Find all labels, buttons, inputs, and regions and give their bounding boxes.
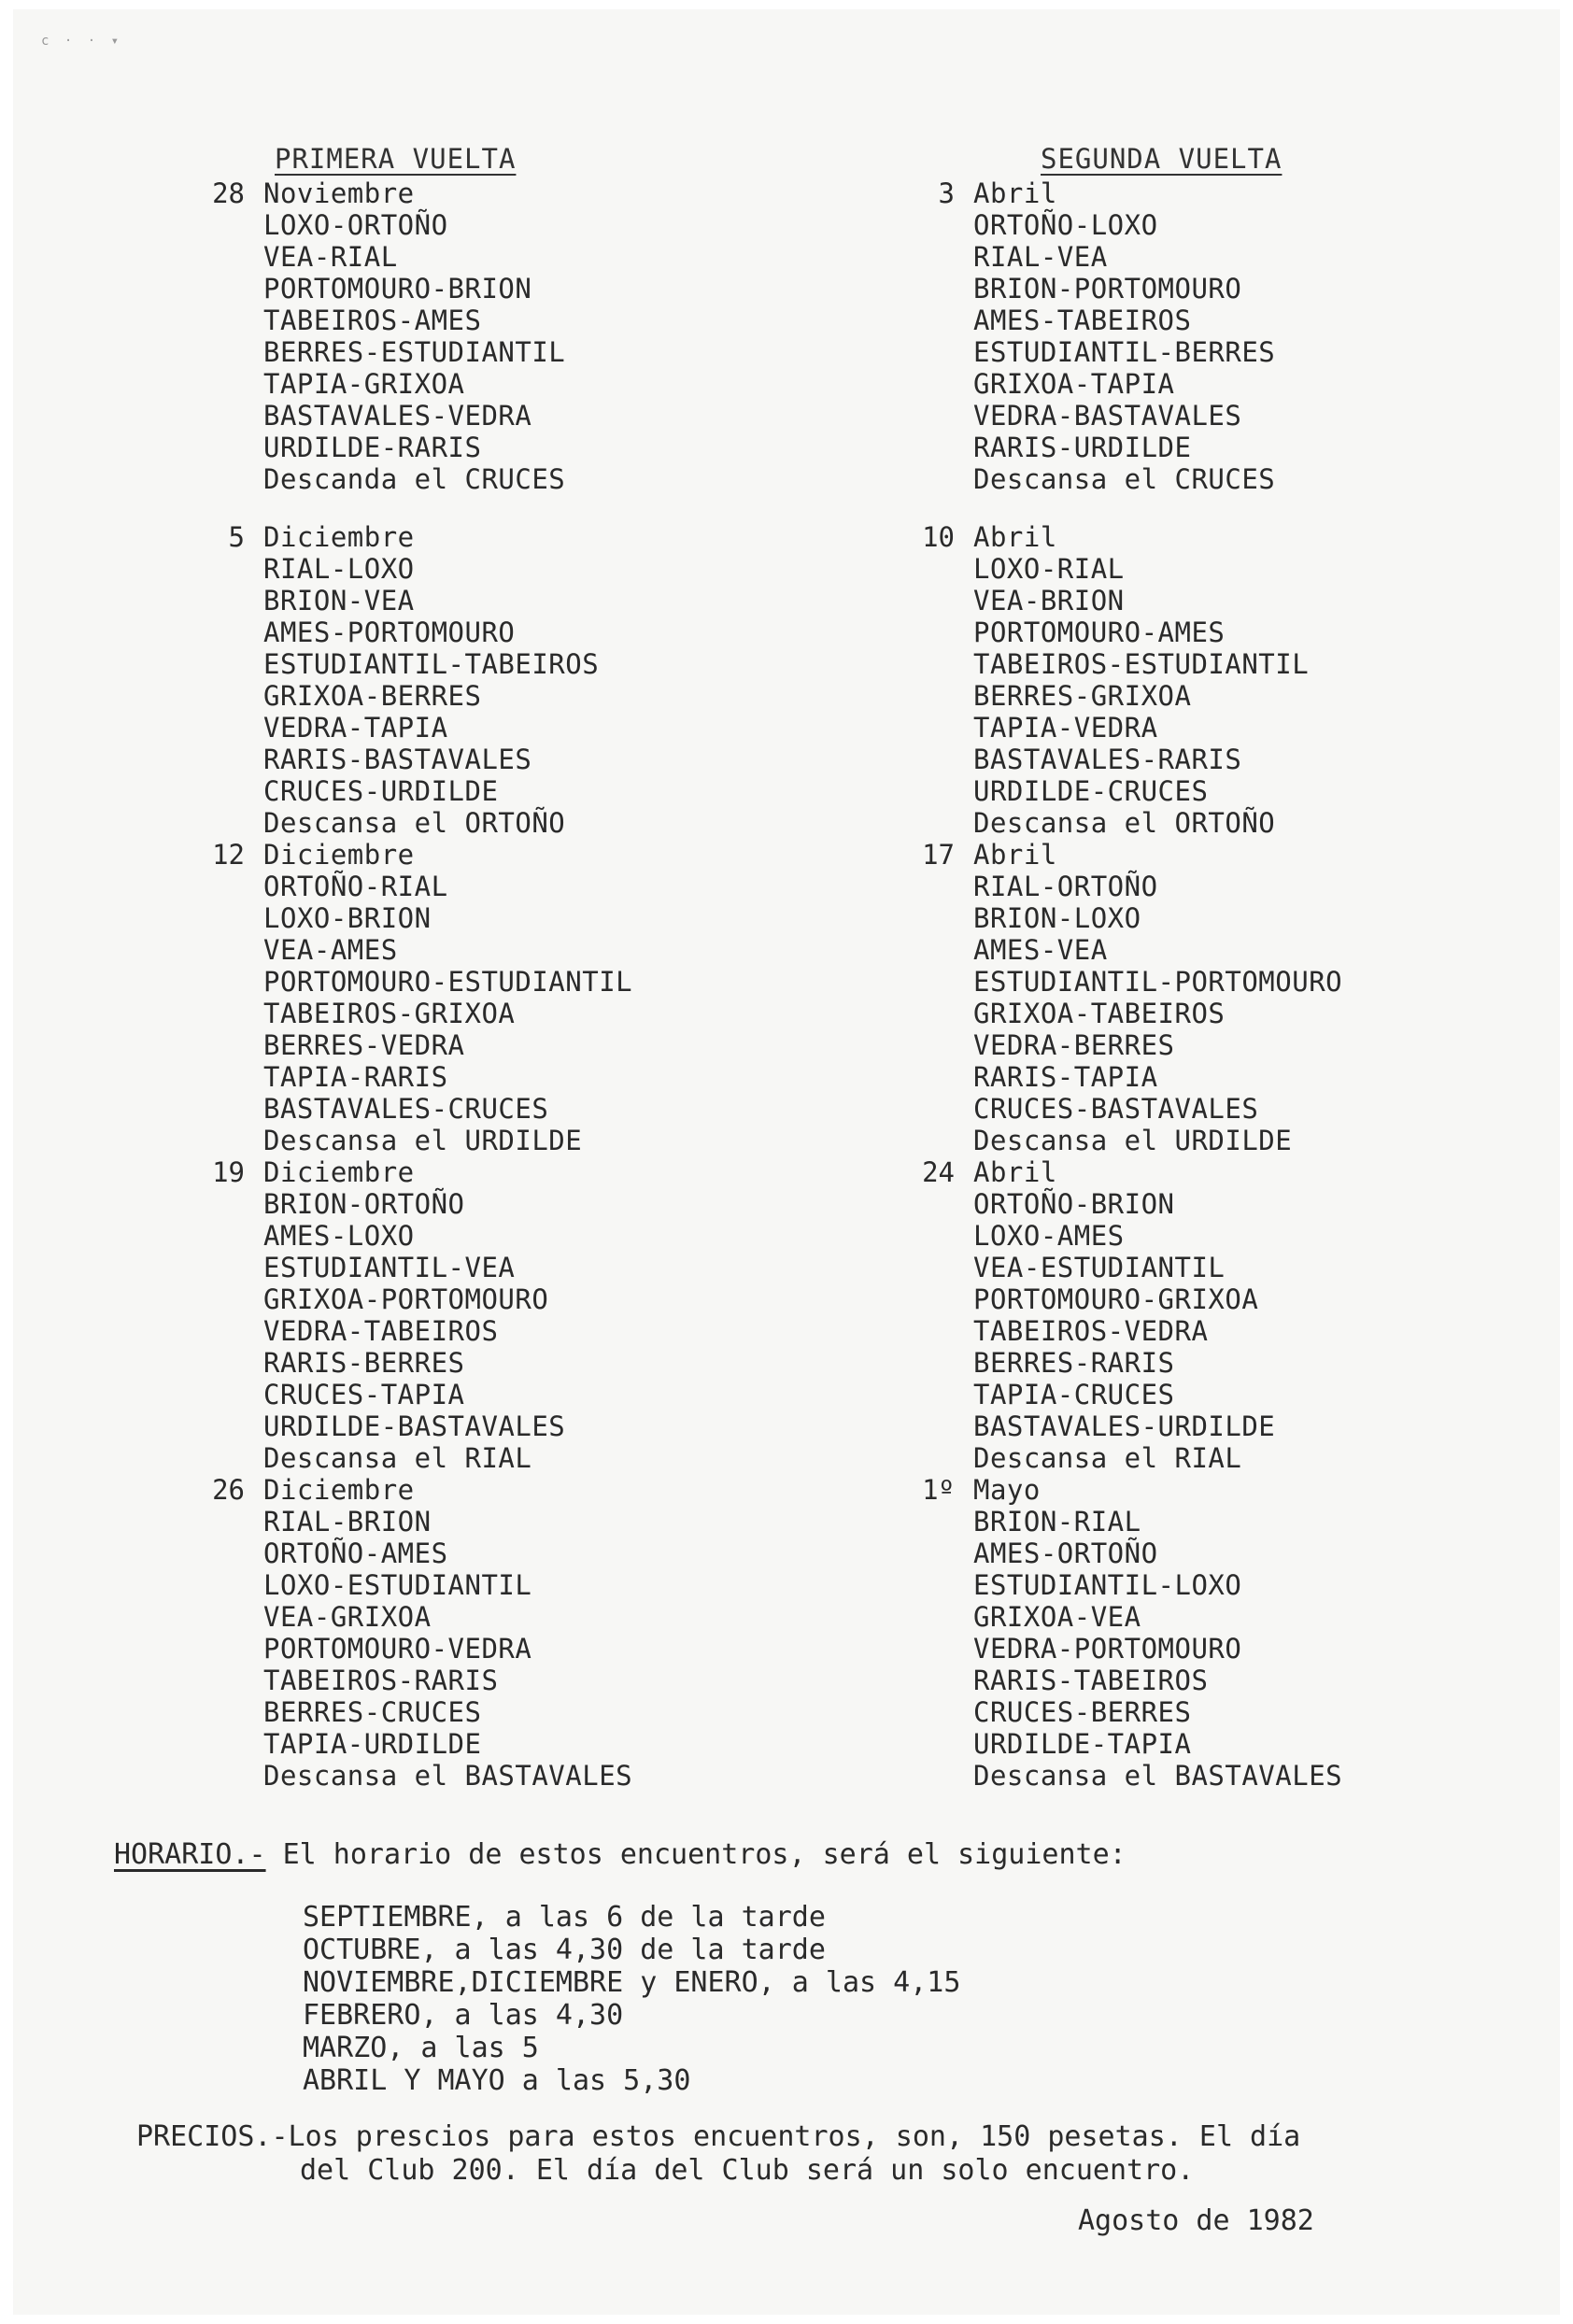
match-line: BRION-LOXO — [973, 902, 1141, 934]
match-line: ORTOÑO-BRION — [973, 1188, 1175, 1220]
round-lines — [973, 839, 1573, 1156]
match-line: PORTOMOURO-BRION — [263, 273, 532, 305]
horario-section — [114, 1838, 1127, 1872]
round-day: 1º — [922, 1474, 955, 1506]
match-line: RARIS-URDILDE — [973, 432, 1192, 463]
match-line: RARIS-TAPIA — [973, 1061, 1158, 1093]
match-line: ORTOÑO-RIAL — [263, 871, 448, 902]
match-line: BASTAVALES-RARIS — [973, 744, 1242, 775]
rest-line: Descansa el URDILDE — [973, 1125, 1293, 1156]
corner-mark: c · · ▾ — [41, 34, 123, 49]
match-line: TABEIROS-RARIS — [263, 1665, 499, 1696]
match-line: AMES-TABEIROS — [973, 305, 1192, 336]
primera-vuelta-title: PRIMERA VUELTA — [275, 143, 517, 175]
match-line: BRION-ORTOÑO — [263, 1188, 465, 1220]
round — [900, 1156, 1573, 1474]
match-line: VEA-RIAL — [263, 241, 398, 273]
round-lines — [263, 521, 863, 839]
round — [191, 177, 863, 495]
round-month: Abril — [973, 839, 1057, 871]
round — [191, 521, 863, 839]
horario-intro: El horario de estos encuentros, será el siguiente: — [282, 1838, 1127, 1871]
match-line: URDILDE-RARIS — [263, 432, 482, 463]
round-day: 3 — [938, 177, 955, 209]
horario-schedule — [303, 1901, 960, 2097]
match-line: TAPIA-URDILDE — [263, 1728, 482, 1760]
schedule-line: MARZO, a las 5 — [303, 2032, 539, 2064]
primera-vuelta-column — [191, 140, 863, 1792]
match-line: BRION-VEA — [263, 585, 415, 616]
round-month: Abril — [973, 177, 1057, 209]
match-line: BERRES-RARIS — [973, 1347, 1175, 1379]
schedule-line: SEPTIEMBRE, a las 6 de la tarde — [303, 1901, 826, 1934]
round-month: Diciembre — [263, 1474, 415, 1506]
match-line: CRUCES-URDILDE — [263, 775, 499, 807]
schedule-line: OCTUBRE, a las 4,30 de la tarde — [303, 1934, 826, 1966]
rest-line: Descansa el ORTOÑO — [263, 807, 566, 839]
schedule-line: FEBRERO, a las 4,30 — [303, 1999, 624, 2032]
round-month: Diciembre — [263, 521, 415, 553]
match-line: BERRES-ESTUDIANTIL — [263, 336, 566, 368]
round-month: Noviembre — [263, 177, 415, 209]
round — [900, 839, 1573, 1156]
match-line: VEDRA-BASTAVALES — [973, 400, 1242, 432]
round-lines — [263, 1474, 863, 1792]
match-line: PORTOMOURO-VEDRA — [263, 1633, 532, 1665]
round-month: Mayo — [973, 1474, 1041, 1506]
rest-line: Descansa el BASTAVALES — [973, 1760, 1343, 1792]
match-line: BERRES-CRUCES — [263, 1696, 482, 1728]
precios-section — [136, 2120, 1463, 2188]
round-day: 26 — [212, 1474, 245, 1506]
match-line: TAPIA-RARIS — [263, 1061, 448, 1093]
match-line: ESTUDIANTIL-LOXO — [973, 1569, 1242, 1601]
round — [900, 521, 1573, 839]
rest-line: Descansa el RIAL — [973, 1442, 1242, 1474]
match-line: VEA-AMES — [263, 934, 398, 966]
match-line: RIAL-BRION — [263, 1506, 432, 1538]
precios-line-2: del Club 200. El día del Club será un solo encuentro. — [300, 2154, 1195, 2187]
round-day: 5 — [228, 521, 245, 553]
match-line: VEA-GRIXOA — [263, 1601, 432, 1633]
match-line: PORTOMOURO-GRIXOA — [973, 1283, 1259, 1315]
rest-line: Descanda el CRUCES — [263, 463, 566, 495]
round — [191, 839, 863, 1156]
round-lines — [263, 839, 863, 1156]
match-line: CRUCES-TAPIA — [263, 1379, 465, 1410]
match-line: TABEIROS-ESTUDIANTIL — [973, 648, 1310, 680]
round-day: 10 — [922, 521, 955, 553]
match-line: VEDRA-TABEIROS — [263, 1315, 499, 1347]
round — [900, 1474, 1573, 1792]
match-line: CRUCES-BERRES — [973, 1696, 1192, 1728]
match-line: BRION-PORTOMOURO — [973, 273, 1242, 305]
match-line: VEDRA-BERRES — [973, 1029, 1175, 1061]
match-line: TABEIROS-GRIXOA — [263, 998, 516, 1029]
match-line: ESTUDIANTIL-VEA — [263, 1252, 516, 1283]
round-month: Diciembre — [263, 839, 415, 871]
precios-line-1: PRECIOS.-Los prescios para estos encuentros, son, 150 pesetas. El día — [136, 2120, 1301, 2153]
match-line: URDILDE-BASTAVALES — [263, 1410, 566, 1442]
round-day: 24 — [922, 1156, 955, 1188]
match-line: AMES-PORTOMOURO — [263, 616, 516, 648]
segunda-vuelta-title: SEGUNDA VUELTA — [1041, 143, 1282, 175]
segunda-vuelta-rounds — [900, 177, 1573, 1792]
rest-line: Descansa el URDILDE — [263, 1125, 583, 1156]
match-line: RIAL-ORTOÑO — [973, 871, 1158, 902]
round-day: 12 — [212, 839, 245, 871]
match-line: LOXO-AMES — [973, 1220, 1125, 1252]
match-line: VEDRA-TAPIA — [263, 712, 448, 744]
match-line: LOXO-ORTOÑO — [263, 209, 448, 241]
match-line: RARIS-BASTAVALES — [263, 744, 532, 775]
match-line: CRUCES-BASTAVALES — [973, 1093, 1259, 1125]
match-line: RIAL-VEA — [973, 241, 1108, 273]
match-line: ORTOÑO-AMES — [263, 1538, 448, 1569]
match-line: RIAL-LOXO — [263, 553, 415, 585]
match-line: GRIXOA-PORTOMOURO — [263, 1283, 549, 1315]
match-line: TAPIA-GRIXOA — [263, 368, 465, 400]
match-line: AMES-ORTOÑO — [973, 1538, 1158, 1569]
match-line: VEA-BRION — [973, 585, 1125, 616]
match-line: GRIXOA-VEA — [973, 1601, 1141, 1633]
round-lines — [973, 1474, 1573, 1792]
round — [191, 1474, 863, 1792]
segunda-vuelta-column — [900, 140, 1573, 1792]
round — [191, 1156, 863, 1474]
match-line: LOXO-BRION — [263, 902, 432, 934]
match-line: PORTOMOURO-ESTUDIANTIL — [263, 966, 633, 998]
match-line: ORTOÑO-LOXO — [973, 209, 1158, 241]
match-line: ESTUDIANTIL-PORTOMOURO — [973, 966, 1343, 998]
match-line: LOXO-ESTUDIANTIL — [263, 1569, 532, 1601]
match-line: PORTOMOURO-AMES — [973, 616, 1226, 648]
schedule-line: NOVIEMBRE,DICIEMBRE y ENERO, a las 4,15 — [303, 1966, 961, 1999]
rest-line: Descansa el CRUCES — [973, 463, 1276, 495]
match-line: VEDRA-PORTOMOURO — [973, 1633, 1242, 1665]
primera-vuelta-rounds — [191, 177, 863, 1792]
match-line: GRIXOA-BERRES — [263, 680, 482, 712]
round-lines — [973, 521, 1573, 839]
match-line: GRIXOA-TABEIROS — [973, 998, 1226, 1029]
round-lines — [263, 1156, 863, 1474]
schedule-line: ABRIL Y MAYO a las 5,30 — [303, 2064, 691, 2097]
match-line: BERRES-VEDRA — [263, 1029, 465, 1061]
round-month: Abril — [973, 1156, 1057, 1188]
rest-line: Descansa el ORTOÑO — [973, 807, 1276, 839]
match-line: URDILDE-TAPIA — [973, 1728, 1192, 1760]
match-line: RARIS-BERRES — [263, 1347, 465, 1379]
round-lines — [973, 177, 1573, 495]
match-line: VEA-ESTUDIANTIL — [973, 1252, 1226, 1283]
match-line: BASTAVALES-URDILDE — [973, 1410, 1276, 1442]
match-line: RARIS-TABEIROS — [973, 1665, 1209, 1696]
match-line: LOXO-RIAL — [973, 553, 1125, 585]
round-day: 19 — [212, 1156, 245, 1188]
match-line: ESTUDIANTIL-TABEIROS — [263, 648, 600, 680]
match-line: AMES-LOXO — [263, 1220, 415, 1252]
match-line: TAPIA-VEDRA — [973, 712, 1158, 744]
match-line: URDILDE-CRUCES — [973, 775, 1209, 807]
match-line: AMES-VEA — [973, 934, 1108, 966]
round-month: Diciembre — [263, 1156, 415, 1188]
document-date: Agosto de 1982 — [1078, 2204, 1314, 2237]
match-line: TABEIROS-AMES — [263, 305, 482, 336]
match-line: BERRES-GRIXOA — [973, 680, 1192, 712]
match-line: BASTAVALES-CRUCES — [263, 1093, 549, 1125]
match-line: ESTUDIANTIL-BERRES — [973, 336, 1276, 368]
match-line: BRION-RIAL — [973, 1506, 1141, 1538]
match-line: GRIXOA-TAPIA — [973, 368, 1175, 400]
typewritten-page — [13, 9, 1560, 2315]
match-line: TABEIROS-VEDRA — [973, 1315, 1209, 1347]
match-line: TAPIA-CRUCES — [973, 1379, 1175, 1410]
round-lines — [263, 177, 863, 495]
round-lines — [973, 1156, 1573, 1474]
round-day: 17 — [922, 839, 955, 871]
horario-label: HORARIO.- — [114, 1838, 266, 1871]
match-line: BASTAVALES-VEDRA — [263, 400, 532, 432]
round-month: Abril — [973, 521, 1057, 553]
rest-line: Descansa el BASTAVALES — [263, 1760, 633, 1792]
round-day: 28 — [212, 177, 245, 209]
round — [900, 177, 1573, 495]
rest-line: Descansa el RIAL — [263, 1442, 532, 1474]
